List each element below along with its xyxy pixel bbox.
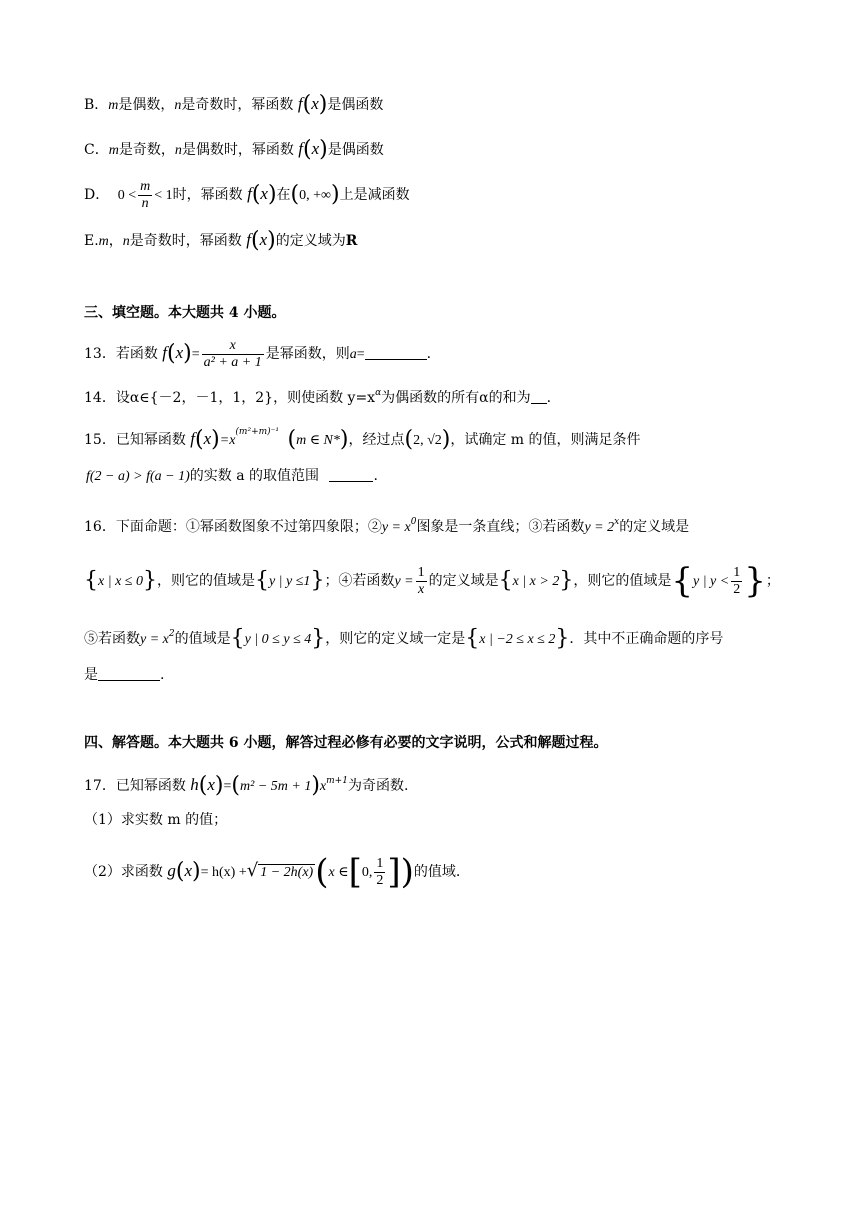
func-f: f: [247, 184, 252, 203]
exponent: 0: [410, 517, 417, 527]
fraction: $\frac{1}{2}$: [733, 564, 741, 597]
ineq-left: 0 <: [117, 188, 137, 203]
var-m: m: [108, 143, 119, 158]
text: .: [160, 667, 165, 683]
set: y | y ≤1: [268, 574, 311, 589]
option-e-label: E.: [84, 233, 99, 249]
exponent: x: [614, 517, 620, 527]
text: ，试确定 m 的值，则满足条件: [450, 432, 641, 448]
func-h: h: [190, 775, 199, 794]
ineq-right: < 1: [154, 188, 173, 203]
text: 的实数 a 的取值范围: [189, 468, 320, 484]
fraction: $\frac{1}{x}$: [417, 564, 425, 597]
inequality: f(2 − a) > f(a − 1): [86, 469, 190, 484]
set: x | x ≤ 0: [98, 574, 143, 589]
option-c-label: C．: [84, 142, 109, 158]
text: 若函数: [115, 346, 158, 362]
text: ，则它的值域是: [573, 573, 672, 589]
var-x: x: [311, 94, 319, 113]
question-number: 17．: [84, 778, 116, 794]
option-b: B．m是偶数，n是奇数时，幂函数 f(x)是偶函数: [84, 92, 384, 117]
fraction: $\frac{1}{2}$: [376, 855, 384, 888]
set: y | y <: [692, 574, 730, 589]
fraction-13: $\frac{x}{\text{a² + a + 1}}$: [203, 337, 262, 370]
question-15: 15．已知幂函数 $f(x)=x^{(m^2+m)^{-1}}$ (m ∈ N*)，经过点(2, √2)，试确定 m 的值，则满足条件: [84, 427, 641, 452]
question-17: 17．已知幂函数 $h(x)=(m^2 - 5m + 1)x^{m+1}$为奇函数.: [84, 773, 409, 798]
var-x: x: [260, 184, 268, 203]
text: 图象是一条直线；③若函数: [416, 519, 585, 535]
func-f: f: [162, 343, 168, 362]
text: ；: [765, 573, 780, 589]
text: 设α∈{－2，－1，1，2}，则使函数 y=x: [115, 390, 376, 406]
text: 是偶函数: [327, 142, 384, 158]
text: 是幂函数，则: [265, 346, 350, 362]
text: 是奇数时，幂函数: [129, 233, 242, 249]
option-c: C．m是奇数，n是偶数时，幂函数 f(x)是偶函数: [84, 137, 384, 162]
question-13: 13．若函数 f(x)= $\frac{x}{\text{a² + a + 1}}$ 是幂函数，则a= .: [84, 337, 432, 370]
var-x: x: [175, 343, 184, 362]
question-16-cont-1: {x | x ≤ 0}，则它的值域是{y | y ≤1}；④若函数y = $\frac{1}{x}$ 的定义域是{x | x > 2}，则它的值域是{y | y < $\frac{1}{2}$ }；: [84, 561, 780, 601]
var-a: a: [349, 347, 357, 362]
option-d-label: D．: [84, 187, 110, 203]
exponent: m+1: [326, 776, 348, 786]
power-expr: =x: [219, 433, 236, 448]
option-e: E.m，n是奇数时，幂函数 f(x)的定义域为R: [84, 228, 358, 253]
text: 是偶数，: [118, 97, 175, 113]
question-16-cont-3: [84, 665, 164, 685]
text: .: [373, 468, 378, 484]
question-17-part-2: （2）求函数 g(x)= h(x) +√ 1 − 2h(x)(x ∈[0, $\frac{1}{2}$ ])的值域.: [84, 852, 461, 892]
func-f: f: [246, 230, 251, 249]
text: ，: [108, 233, 123, 249]
option-b-label: B．: [84, 97, 109, 113]
text: 在: [276, 187, 291, 203]
var-n: n: [122, 234, 130, 249]
question-15-cont: [86, 466, 378, 487]
question-number: 14．: [84, 390, 116, 406]
answer-blank[interactable]: [98, 666, 160, 681]
var-m: m: [98, 234, 109, 249]
question-number: 16．: [84, 519, 116, 535]
expression: = h(x) +: [200, 865, 247, 880]
var-n: n: [174, 143, 182, 158]
answer-blank[interactable]: [531, 389, 547, 404]
text: 为奇函数.: [347, 778, 409, 794]
text: （2）求函数: [84, 864, 163, 880]
text: 是偶数时，幂函数: [181, 142, 294, 158]
answer-blank[interactable]: [365, 345, 427, 360]
text: .: [546, 390, 552, 406]
set: y | 0 ≤ y ≤ 4: [244, 632, 312, 647]
func-f: f: [297, 94, 303, 113]
set-r: R: [345, 233, 358, 249]
section-4-heading: 四、解答题。本大题共 6 小题，解答过程必修有必要的文字说明，公式和解题过程。: [84, 735, 608, 751]
var-x: x: [259, 230, 268, 249]
text: ．其中不正确命题的序号: [569, 631, 724, 647]
text: 的值域是: [174, 631, 231, 647]
equation: y = 2: [584, 520, 615, 535]
option-d: D． 0 < $\frac{m}{n}$ < 1时，幂函数 f(x)在(0, +∞)上是减函数: [84, 178, 410, 211]
text: 是偶函数: [327, 97, 384, 113]
text: 上是减函数: [339, 187, 410, 203]
text: 的定义域是: [619, 519, 690, 535]
question-17-part-1: （1）求实数 m 的值；: [84, 812, 228, 828]
equals: =: [223, 779, 232, 794]
equals: =: [356, 347, 365, 362]
exponent: α: [375, 388, 382, 398]
condition: m ∈ N*: [296, 433, 340, 448]
text: 的定义域为: [275, 233, 346, 249]
text: 已知幂函数: [115, 432, 186, 448]
section-3-heading: 三、填空题。本大题共 4 小题。: [84, 305, 286, 321]
var-x: x: [311, 139, 320, 158]
var-n: n: [174, 98, 182, 113]
text: 已知幂函数: [115, 778, 186, 794]
text: ，则它的定义域一定是: [325, 631, 466, 647]
text: ，经过点: [348, 432, 405, 448]
equation: y = x: [381, 520, 411, 535]
text: 是奇数，: [118, 142, 175, 158]
func-g: g: [167, 861, 176, 880]
interval: 0, +∞: [299, 188, 332, 203]
equals: =: [191, 347, 200, 362]
question-16-cont-2: ⑤若函数$y = x^2$的值域是{y | 0 ≤ y ≤ 4}，则它的定义域一定是{x | −2 ≤ x ≤ 2}．其中不正确命题的序号: [84, 626, 724, 651]
var-x: x: [319, 779, 327, 794]
text: 的定义域是: [428, 573, 499, 589]
text: 的值域.: [413, 864, 461, 880]
var-m: m: [108, 98, 119, 113]
fraction-m-n: $\frac{m}{n}$: [140, 178, 151, 211]
sqrt-expr: 1 − 2h(x): [260, 865, 314, 880]
text: ；④若函数: [324, 573, 395, 589]
text: 是奇数时，幂函数: [181, 97, 294, 113]
text: 是: [84, 667, 98, 683]
point: 2, √2: [413, 433, 442, 448]
func-f: f: [298, 139, 304, 158]
set: x | x > 2: [512, 574, 560, 589]
exponent: (m²+m)⁻¹: [235, 427, 280, 437]
question-number: 13．: [84, 346, 116, 362]
equation: y =: [394, 574, 414, 589]
text: .: [426, 346, 432, 362]
text: ，则它的值域是: [156, 573, 255, 589]
text: 下面命题：①幂函数图象不过第四象限；②: [115, 519, 382, 535]
text: ⑤若函数: [84, 631, 140, 647]
var-x: x: [207, 775, 215, 794]
func-f: f: [190, 429, 196, 448]
text: 为偶函数的所有α的和为: [381, 390, 531, 406]
equation: y = x: [140, 632, 169, 647]
domain: x ∈: [328, 865, 349, 880]
question-14: [84, 383, 551, 408]
var-x: x: [203, 429, 212, 448]
question-number: 15．: [84, 432, 116, 448]
interval-start: 0,: [361, 865, 373, 880]
set: x | −2 ≤ x ≤ 2: [479, 632, 556, 647]
polynomial: m² − 5m + 1: [240, 779, 312, 794]
question-16: [84, 512, 689, 538]
exponent: 2: [168, 629, 175, 639]
answer-blank[interactable]: [329, 467, 373, 482]
text: 时，幂函数: [172, 187, 243, 203]
